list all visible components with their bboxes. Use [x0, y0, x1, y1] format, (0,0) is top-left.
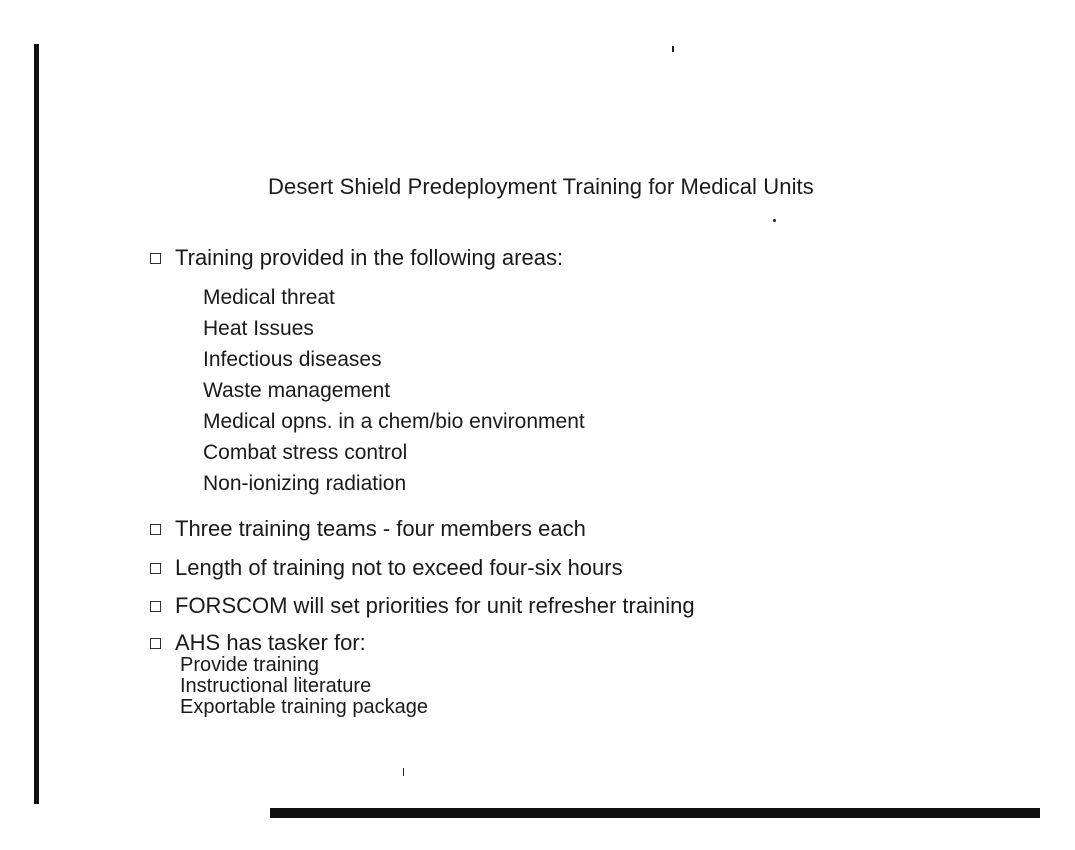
- scan-speck: [403, 768, 404, 776]
- list-item: Instructional literature: [180, 675, 372, 697]
- scan-speck: [672, 46, 674, 52]
- bullet-forscom-priorities: [150, 593, 695, 619]
- list-item: Non-ionizing radiation: [203, 472, 407, 495]
- list-item: Infectious diseases: [203, 348, 382, 371]
- list-item: Provide training: [180, 654, 319, 676]
- bullet-training-teams: [150, 516, 586, 542]
- ahs-tasker-list: [180, 655, 428, 718]
- list-item: Exportable training package: [180, 696, 428, 718]
- bullet-text: Three training teams - four members each: [175, 516, 586, 541]
- left-border-rule: [34, 44, 39, 804]
- bullet-box-icon: [150, 638, 161, 649]
- training-areas-list: [203, 282, 585, 499]
- bullet-text: AHS has tasker for:: [175, 630, 366, 655]
- list-item: Medical threat: [203, 286, 335, 309]
- list-item: Medical opns. in a chem/bio environment: [203, 410, 585, 433]
- bullet-box-icon: [150, 601, 161, 612]
- slide-title: Desert Shield Predeployment Training for Medical Units: [268, 174, 814, 199]
- bullet-box-icon: [150, 524, 161, 535]
- list-item: Combat stress control: [203, 441, 408, 464]
- bullet-text: Training provided in the following areas:: [175, 245, 564, 270]
- bottom-border-rule: [270, 808, 1040, 818]
- scan-speck: [773, 219, 776, 222]
- list-item: Waste management: [203, 379, 391, 402]
- bullet-training-areas: [150, 245, 563, 271]
- bullet-box-icon: [150, 563, 161, 574]
- bullet-training-length: [150, 555, 623, 581]
- bullet-text: Length of training not to exceed four-six hours: [175, 555, 623, 580]
- bullet-box-icon: [150, 253, 161, 264]
- bullet-text: FORSCOM will set priorities for unit refresher training: [175, 593, 695, 618]
- bullet-ahs-tasker: [150, 630, 366, 656]
- list-item: Heat Issues: [203, 317, 314, 340]
